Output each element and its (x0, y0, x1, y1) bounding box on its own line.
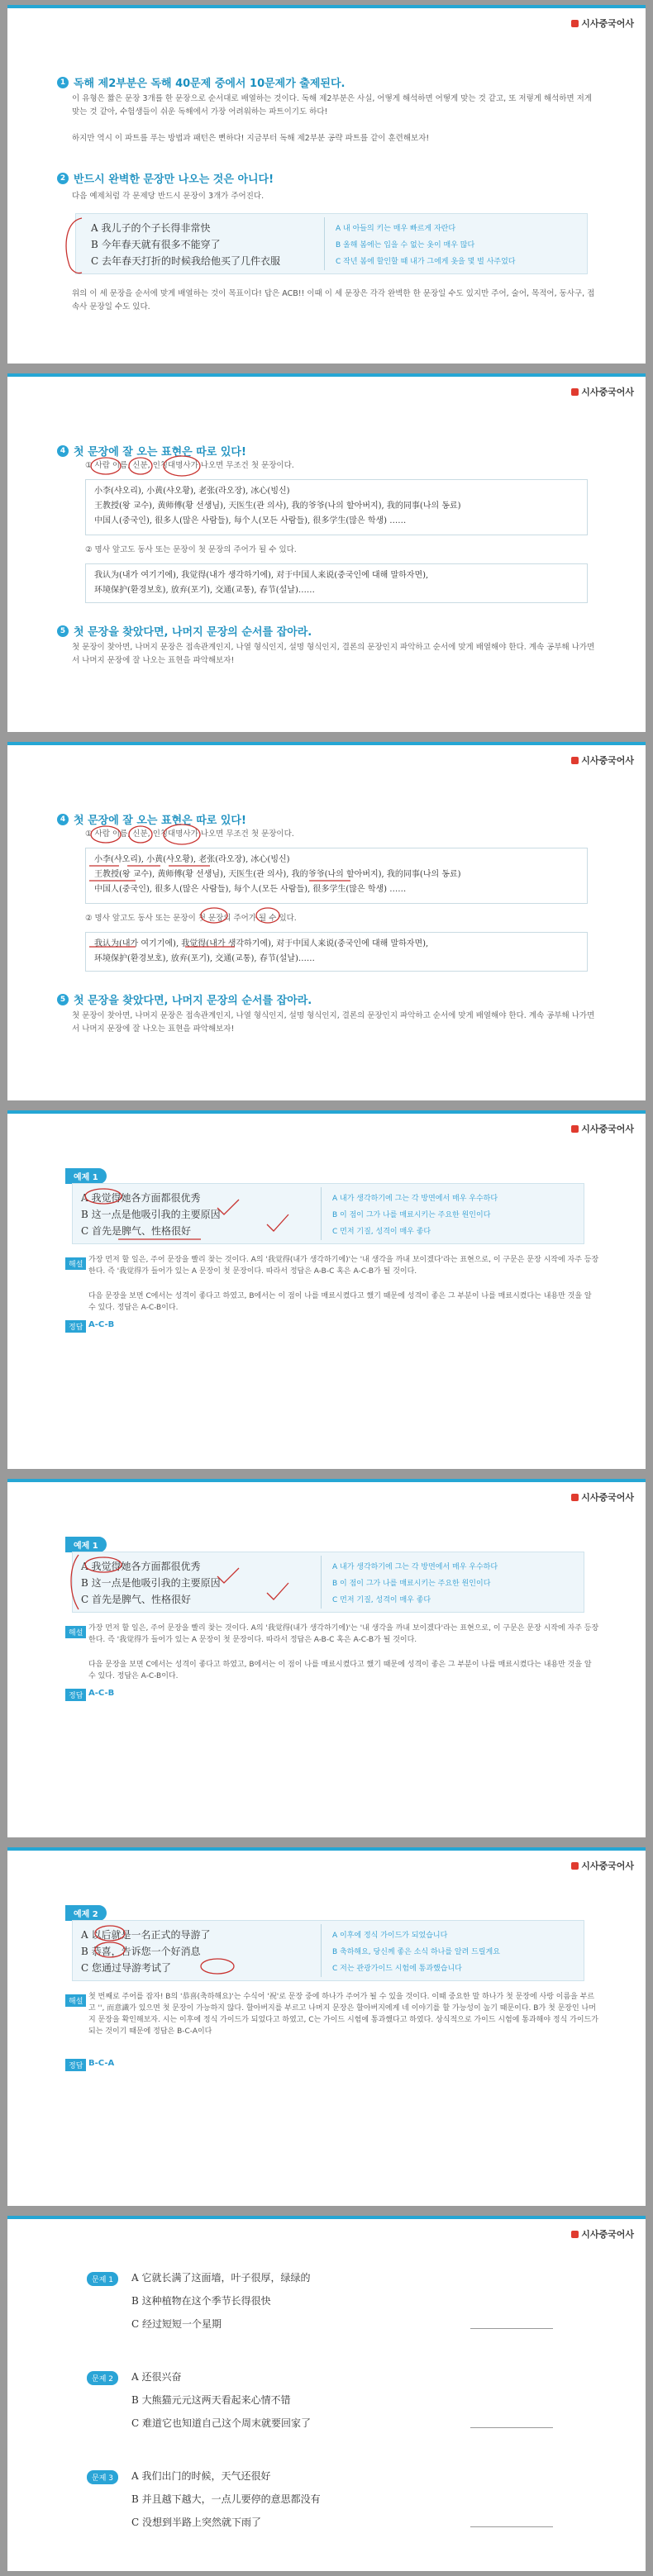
brand-logo: 시사중국어사 (571, 1859, 634, 1872)
option-c: C 您通过导游考试了 (81, 1962, 171, 1974)
handwritten-marks (65, 1552, 313, 1618)
slide-first-sentence (7, 373, 646, 732)
translation-c: C 먼저 기질, 성격이 매우 좋다 (332, 1596, 431, 1604)
slide-first-sentence-annotated (7, 742, 646, 1100)
handwritten-marks (77, 1183, 308, 1249)
explanation-tag: 해설 (65, 1257, 86, 1270)
translation-a: A 내가 생각하기에 그는 각 방면에서 매우 우수하다 (332, 1195, 498, 1203)
intro-paragraph-2: 하지만 역시 이 파트를 푸는 방법과 패턴은 뻔하다! 지금부터 독해 제2부분 공략 파트를 같이 훈련해보자! (72, 134, 430, 143)
handwritten-annotations (86, 823, 598, 980)
option-a: A 我觉得她各方面都很优秀 (81, 1561, 201, 1572)
practice-2-a: A 还很兴奋 (131, 2371, 182, 2383)
heading-5: 5 첫 문장을 찾았다면, 나머지 문장의 순서를 잡아라. (57, 623, 312, 639)
brand-logo: 시사중국어사 (571, 753, 634, 767)
rule-1: ① 사람 이름, 신분, 인칭대명사가 나오면 무조건 첫 문장이다. (85, 461, 294, 470)
option-c: C 去年春天打折的时候我给他买了几件衣服 (91, 255, 280, 267)
explanation-1: 가장 먼저 할 일은, 주어 문장을 빨리 찾는 것이다. A의 '我觉得(내가 생각하기에)'는 '내 생각을 까내 보이겠다'라는 표현으로, 이 구문은 문장 시작에 자주 등장한다. 즉 '我觉得가 들어가 있는 A 문장이 첫 문장이다. 따라서 정답은 A-B-C 혹은 A-C-B가 될 것이다. (88, 1256, 599, 1276)
rule-2: ② 명사 앞고도 동사 또는 문장이 첫 문장의 주어가 될 수 있다. (85, 914, 297, 923)
answer-blank-1[interactable] (470, 2328, 553, 2329)
explanation-2: 다음 문장을 보면 C에서는 성격이 좋다고 하였고, B에서는 이 점이 나를 매료시켰다고 했기 때문에 성격이 좋은 그 부분이 나를 매료시켰다는 내용만 것을 알 수 있다. 정답은 A-C-B이다. (88, 1292, 592, 1312)
slide-intro (7, 5, 646, 364)
instruction-text: 다음 예제처럼 각 문제당 반드시 문장이 3개가 주어진다. (72, 192, 265, 201)
practice-label-2: 문제 2 (87, 2371, 118, 2385)
example-row-4: 我认为(내가 여기기에), 我觉得(내가 생각하기에), 对于中国人来说(중국인에 대해 말하자면), (94, 571, 429, 580)
sample-options-box (75, 213, 588, 274)
intro-paragraph: 이 유형은 짧은 문장 3개를 한 문장으로 순서대로 배열하는 것이다. 독해 제2부분은 사실, 어떻게 해석하면 어떻게 맞는 것 같고, 또 저렇게 해석하면 저게 맞는 것 같아, 수험생들이 쉬운 독해에서 가장 어려워하는 파트이기도 하다! (72, 94, 593, 116)
option-b: B 这一点是他吸引我的主要原因 (81, 1209, 221, 1220)
option-a: A 我儿子的个子长得非常快 (91, 222, 211, 234)
handwritten-brace (57, 213, 90, 279)
translation-c: C 작년 봄에 할인할 때 내가 그에게 옷을 몇 벌 사주었다 (336, 258, 516, 266)
example-row-1: 小李(샤오리), 小黄(샤오황), 老张(라오장), 冰心(빙신) (94, 487, 290, 496)
handwritten-circles (86, 454, 251, 487)
option-b: B 这一点是他吸引我的主要原因 (81, 1577, 221, 1589)
practice-1-a: A 它就长满了这面墙，叶子很厚，绿绿的 (131, 2272, 311, 2284)
examples-box-1 (85, 479, 588, 535)
handwritten-marks (77, 1920, 292, 1986)
examples-box-2 (85, 563, 588, 603)
answer-blank-2[interactable] (470, 2427, 553, 2428)
translation-c: C 먼저 기질, 성격이 매우 좋다 (332, 1228, 431, 1236)
answer-tag: 정답 (65, 1320, 86, 1333)
explanation-tag: 해설 (65, 1994, 86, 2007)
practice-3-b: B 并且越下越大，一点儿要停的意思都没有 (131, 2493, 321, 2505)
option-a: A 以后就是一名正式的导游了 (81, 1929, 211, 1941)
slide-practice (7, 2216, 646, 2571)
brand-logo: 시사중국어사 (571, 1122, 634, 1135)
answer: A-C-B (88, 1320, 115, 1329)
explanation-2: 다음 문장을 보면 C에서는 성격이 좋다고 하였고, B에서는 이 점이 나를 매료시켰다고 했기 때문에 성격이 좋은 그 부분이 나를 매료시켰다는 내용만 것을 알 수 있다. 정답은 A-C-B이다. (88, 1661, 592, 1680)
translation-b: B 이 점이 그가 나를 매료시키는 주요한 원인이다 (332, 1580, 491, 1588)
rule-1: ① 사람 이름, 신분, 인칭대명사가 나오면 무조건 첫 문장이다. (85, 829, 294, 839)
slide-example-2 (7, 1847, 646, 2206)
order-paragraph: 첫 문장이 찾아면, 나머지 문장은 접속관계인지, 나열 형식인지, 설명 형식인지, 결론의 문장인지 파악하고 순서에 맞게 배열해야 한다. 계속 공부해 나가면서 나머지 문장에 잘 나오는 표현을 파악해보자! (72, 643, 595, 665)
option-b: B 恭喜，告诉您一个好消息 (81, 1946, 201, 1957)
answer: B-C-A (88, 2059, 115, 2068)
slide-example-1 (7, 1110, 646, 1469)
practice-label-3: 문제 3 (87, 2470, 118, 2484)
example-row-3: 中国人(중국인), 很多人(많은 사람들), 每个人(모든 사람들), 很多学生(많은 학생) …… (94, 885, 407, 894)
example-label: 예제 1 (65, 1168, 107, 1184)
answer-blank-3[interactable] (470, 2526, 553, 2527)
example-label: 예제 2 (65, 1905, 107, 1921)
answer-tag: 정답 (65, 2059, 86, 2071)
brand-logo: 시사중국어사 (571, 17, 634, 30)
heading-4: 4 첫 문장에 잘 오는 표현은 따로 있다! (57, 811, 246, 827)
slide-example-1-annotated (7, 1479, 646, 1837)
translation-a: A 내 아들의 키는 매우 빠르게 자란다 (336, 225, 456, 233)
example-row-2: 王教授(왕 교수), 黄师傅(황 선생님), 天医生(관 의사), 我的爷爷(나의 할아버지), 我的同事(나의 동료) (94, 870, 461, 879)
option-c: C 首先是脾气、性格很好 (81, 1594, 191, 1605)
example-row-3: 中国人(중국인), 很多人(많은 사람들), 每个人(모든 사람들), 很多学生(많은 학생) …… (94, 516, 407, 525)
translation-b: B 이 점이 그가 나를 매료시키는 주요한 원인이다 (332, 1211, 491, 1219)
example-row-5: 环境保护(환경보호), 放弃(포기), 交通(교통), 春节(설날)…… (94, 586, 315, 595)
translation-b: B 축하해요, 당신께 좋은 소식 하나를 알려 드릴게요 (332, 1948, 500, 1956)
practice-3-a: A 我们出门的时候，天气还很好 (131, 2470, 271, 2482)
heading-5: 5 첫 문장을 찾았다면, 나머지 문장의 순서를 잡아라. (57, 991, 312, 1007)
practice-2-b: B 大熊猫元元这两天看起来心情不错 (131, 2394, 291, 2406)
answer-tag: 정답 (65, 1689, 86, 1701)
option-c: C 首先是脾气、性格很好 (81, 1225, 191, 1237)
example-row-5: 环境保护(환경보호), 放弃(포기), 交通(교통), 春节(설날)…… (94, 954, 315, 963)
example-row-1: 小李(샤오리), 小黄(샤오황), 老张(라오장), 冰心(빙신) (94, 855, 290, 864)
answer: A-C-B (88, 1689, 115, 1698)
option-b: B 今年春天就有很多不能穿了 (91, 239, 221, 250)
translation-a: A 내가 생각하기에 그는 각 방면에서 매우 우수하다 (332, 1563, 498, 1571)
practice-2-c: C 难道它也知道自己这个周末就要回家了 (131, 2417, 311, 2429)
heading-1: 1 독해 제2부분은 독해 40문제 중에서 10문제가 출제된다. (57, 74, 345, 90)
heading-2: 2 반드시 완벽한 문장만 나오는 것은 아니다! (57, 170, 274, 186)
brand-logo: 시사중국어사 (571, 1490, 634, 1504)
example-row-4: 我认为(내가 여기기에), 我觉得(내가 생각하기에), 对于中国人来说(중국인에 대해 말하자면), (94, 939, 429, 948)
brand-logo: 시사중국어사 (571, 2227, 634, 2241)
summary-paragraph: 위의 이 세 문장을 순서에 맞게 배열하는 것이 목표이다! 답은 ACB!! 이때 이 세 문장은 각각 완벽한 한 문장일 수도 있지만 주어, 술어, 목적어, 동사구, 접속사 문장일 수도 있다. (72, 289, 595, 311)
option-a: A 我觉得她各方面都很优秀 (81, 1192, 201, 1204)
order-paragraph: 첫 문장이 찾아면, 나머지 문장은 접속관계인지, 나열 형식인지, 설명 형식인지, 결론의 문장인지 파악하고 순서에 맞게 배열해야 한다. 계속 공부해 나가면서 나머지 문장에 잘 나오는 표현을 파악해보자! (72, 1011, 595, 1034)
translation-a: A 이후에 정식 가이드가 되었습니다 (332, 1932, 448, 1940)
explanation-tag: 해설 (65, 1626, 86, 1638)
practice-3-c: C 没想到半路上突然就下雨了 (131, 2517, 261, 2528)
practice-label-1: 문제 1 (87, 2272, 118, 2286)
heading-4: 4 첫 문장에 잘 오는 표현은 따로 있다! (57, 443, 246, 459)
translation-b: B 올해 봄에는 입을 수 없는 옷이 매우 많다 (336, 241, 475, 250)
translation-c: C 저는 관광가이드 시험에 통과했습니다 (332, 1965, 462, 1973)
practice-1-c: C 经过短短一个星期 (131, 2318, 222, 2330)
example-label: 예제 1 (65, 1537, 107, 1552)
explanation: 첫 번째로 주어를 잡자! B의 '恭喜(축하해요)'는 수식어 '祝'로 문장 중에 하나가 주어가 될 수 있을 것이다. 이때 중요한 말 하나가 첫 문장에 사랑 이름을 부르고 '', 而意識가 있으면 첫 문장이 가능하지 않다. 할아버지를 부르고 나머지 문장은 할아버지에게 네 이야기를 할 가능성이 높기 때문이다. B가 첫 문장인 나머지 문장을 확인해보자. 시는 이후에 정식 가이드가 되었다고 하였고, C는 가이드 시험에 통과했다고 하였다. 상식적으로 가이드 시험에 통과해야 정식 가이드가 되는 것이기 때문에 정답은 B-C-A이다 (88, 1993, 598, 2036)
example-row-2: 王教授(왕 교수), 黄师傅(황 선생님), 天医生(관 의사), 我的爷爷(나의 할아버지), 我的同事(나의 동료) (94, 501, 461, 511)
explanation-1: 가장 먼저 할 일은, 주어 문장을 빨리 찾는 것이다. A의 '我觉得(내가 생각하기에)'는 '내 생각을 까내 보이겠다'라는 표현으로, 이 구문은 문장 시작에 자주 등장한다. 즉 '我觉得가 들어가 있는 A 문장이 첫 문장이다. 따라서 정답은 A-B-C 혹은 A-C-B가 될 것이다. (88, 1624, 599, 1644)
brand-logo: 시사중국어사 (571, 385, 634, 398)
practice-1-b: B 这种植物在这个季节长得很快 (131, 2295, 271, 2307)
rule-2: ② 명사 앞고도 동사 또는 문장이 첫 문장의 주어가 될 수 있다. (85, 545, 297, 554)
